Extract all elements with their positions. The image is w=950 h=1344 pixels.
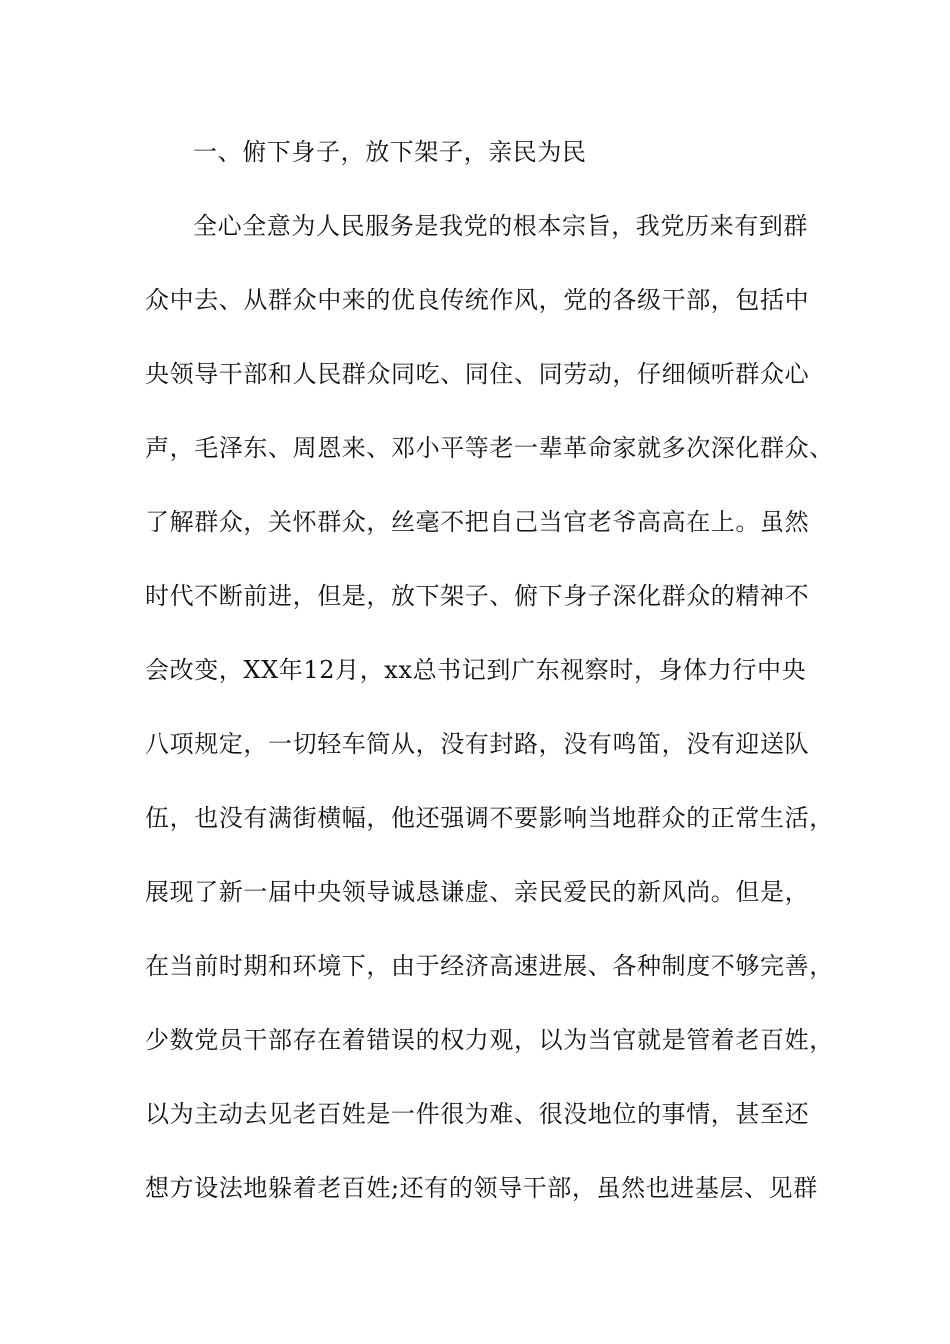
paragraph-line: 伍，也没有满街横幅，他还强调不要影响当地群众的正常生活，	[145, 804, 834, 832]
paragraph-line: 央领导干部和人民群众同吃、同住、同劳动，仔细倾听群众心	[145, 360, 810, 388]
paragraph-line: 众中去、从群众中来的优良传统作风，党的各级干部，包括中	[145, 286, 810, 314]
section-heading: 一、俯下身子，放下架子，亲民为民	[193, 138, 587, 166]
paragraph-line: 在当前时期和环境下，由于经济高速进展、各种制度不够完善，	[145, 952, 834, 980]
paragraph-line: 了解群众，关怀群众，丝毫不把自己当官老爷高高在上。虽然	[145, 508, 810, 536]
paragraph-line: 全心全意为人民服务是我党的根本宗旨，我党历来有到群	[193, 212, 808, 240]
paragraph-line: 想方设法地躲着老百姓;还有的领导干部，虽然也进基层、见群	[145, 1174, 818, 1202]
paragraph-line: 八项规定，一切轻车简从，没有封路，没有鸣笛，没有迎送队	[145, 730, 810, 758]
paragraph-line: 以为主动去见老百姓是一件很为难、很没地位的事情，甚至还	[145, 1100, 810, 1128]
paragraph-line: 少数党员干部存在着错误的权力观，以为当官就是管着老百姓，	[145, 1026, 834, 1054]
paragraph-line: 时代不断前进，但是，放下架子、俯下身子深化群众的精神不	[145, 582, 810, 610]
paragraph-line: 声，毛泽东、周恩来、邓小平等老一辈革命家就多次深化群众、	[145, 434, 834, 462]
paragraph-line: 会改变，XX年12月，xx总书记到广东视察时，身体力行中央	[145, 656, 807, 684]
paragraph-line: 展现了新一届中央领导诚恳谦虚、亲民爱民的新风尚。但是，	[145, 878, 810, 906]
